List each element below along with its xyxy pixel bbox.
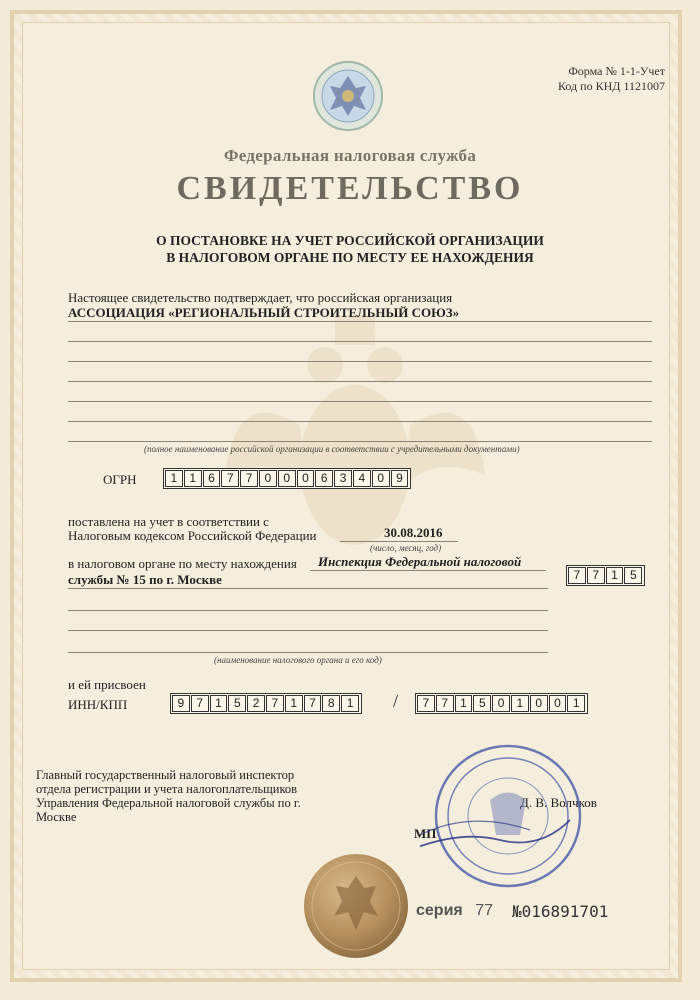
kpp-digit-cell: 1: [567, 695, 585, 712]
gold-seal-icon: [302, 852, 410, 960]
authority-caption: (наименование налогового органа и его код): [214, 655, 382, 665]
ogrn-digit-cell: 0: [278, 470, 296, 487]
registration-line-1: поставлена на учет в соответствии с: [68, 514, 269, 529]
stamp-place-label: МП: [414, 826, 437, 841]
authority-code-digit-cell: 7: [568, 567, 586, 584]
series-label: [416, 902, 493, 920]
ogrn-digit-cell: 4: [353, 470, 371, 487]
kpp-digit-cell: 1: [511, 695, 529, 712]
signatory-line-3: Управления Федеральной налоговой службы по г.: [36, 796, 301, 810]
blank-line: [68, 441, 652, 442]
kpp-digit-cell: 0: [549, 695, 567, 712]
blank-line: [68, 341, 652, 342]
ogrn-digit-cell: 0: [259, 470, 277, 487]
inn-digits: [170, 693, 362, 714]
ogrn-digit-cell: 1: [165, 470, 183, 487]
blank-line: [68, 401, 652, 402]
inn-digit-cell: 5: [228, 695, 246, 712]
inn-kpp-separator: /: [393, 691, 399, 711]
ogrn-label: ОГРН: [103, 472, 137, 487]
inspector-name: Д. В. Волчков: [520, 795, 597, 810]
ogrn-digit-cell: 6: [315, 470, 333, 487]
inn-digit-cell: 1: [210, 695, 228, 712]
inn-digit-cell: 7: [191, 695, 209, 712]
document-subtitle: [0, 232, 700, 266]
blank-line: [68, 361, 652, 362]
organization-caption: (полное наименование российской организации в соответствии с учредительными документами): [144, 444, 520, 454]
inn-digit-cell: 7: [266, 695, 284, 712]
signatory-line-1: Главный государственный налоговый инспектор: [36, 768, 295, 782]
blank-line: [68, 652, 548, 653]
kpp-digit-cell: 0: [492, 695, 510, 712]
authority-code: [566, 565, 645, 586]
registration-line-2: Налоговым кодексом Российской Федерации: [68, 528, 317, 543]
organization-underline: [68, 321, 652, 322]
kpp-digit-cell: 5: [473, 695, 491, 712]
subtitle-line-2: В НАЛОГОВОМ ОРГАНЕ ПО МЕСТУ ЕЕ НАХОЖДЕНИЯ: [166, 250, 534, 265]
form-number: Форма № 1-1-Учет: [568, 64, 665, 78]
authority-underline-2: [68, 588, 548, 589]
blank-line: [68, 381, 652, 382]
ogrn-digit-cell: 6: [203, 470, 221, 487]
inn-digit-cell: 2: [247, 695, 265, 712]
kpp-digit-cell: 7: [417, 695, 435, 712]
registration-date: 30.08.2016: [384, 525, 443, 540]
authority-code-digit-cell: 5: [624, 567, 642, 584]
inn-digit-cell: 9: [172, 695, 190, 712]
inn-kpp-label: ИНН/КПП: [68, 697, 128, 712]
official-stamp-icon: [420, 740, 590, 890]
kpp-digit-cell: 7: [436, 695, 454, 712]
blank-line: [68, 630, 548, 631]
ogrn-digit-cell: 0: [297, 470, 315, 487]
blank-line: [68, 421, 652, 422]
inn-digit-cell: 8: [322, 695, 340, 712]
ogrn-digit-cell: 7: [240, 470, 258, 487]
kpp-digit-cell: 1: [455, 695, 473, 712]
authority-underline-1: [310, 570, 546, 571]
subtitle-line-1: О ПОСТАНОВКЕ НА УЧЕТ РОССИЙСКОЙ ОРГАНИЗАЦИИ: [156, 233, 544, 248]
blank-line: [68, 610, 548, 611]
inn-digit-cell: 7: [304, 695, 322, 712]
ogrn-digit-cell: 3: [334, 470, 352, 487]
organization-intro: Настоящее свидетельство подтверждает, что российская организация: [68, 290, 453, 305]
series-word: серия: [416, 902, 463, 919]
agency-name: Федеральная налоговая служба: [223, 146, 477, 165]
form-number-block: [520, 64, 665, 94]
inn-digit-cell: 1: [285, 695, 303, 712]
authority-name-part-2: службы № 15 по г. Москве: [68, 572, 222, 587]
authority-code-digit-cell: 1: [606, 567, 624, 584]
hologram-emblem-icon: [310, 58, 386, 134]
date-caption: (число, месяц, год): [370, 543, 442, 553]
ogrn-digit-cell: 9: [391, 470, 409, 487]
ogrn-digit-cell: 7: [221, 470, 239, 487]
authority-intro: в налоговом органе по месту нахождения: [68, 556, 297, 571]
assigned-text: и ей присвоен: [68, 677, 146, 692]
ogrn-digits: [163, 468, 411, 489]
kpp-digits: [415, 693, 588, 714]
signatory-line-4: Москве: [36, 810, 77, 824]
document-title: СВИДЕТЕЛЬСТВО: [176, 170, 524, 207]
authority-code-digit-cell: 7: [587, 567, 605, 584]
inn-digit-cell: 1: [341, 695, 359, 712]
organization-name: АССОЦИАЦИЯ «РЕГИОНАЛЬНЫЙ СТРОИТЕЛЬНЫЙ СОЮЗ»: [68, 305, 460, 320]
series-number: №016891701: [512, 902, 609, 921]
authority-name-part-1: Инспекция Федеральной налоговой: [318, 554, 522, 569]
knd-code: Код по КНД 1121007: [558, 79, 665, 93]
signatory-line-2: отдела регистрации и учета налогоплательщиков: [36, 782, 298, 796]
kpp-digit-cell: 0: [530, 695, 548, 712]
ogrn-digit-cell: 1: [184, 470, 202, 487]
series-region: 77: [475, 902, 493, 919]
ogrn-digit-cell: 0: [372, 470, 390, 487]
date-underline: [340, 541, 458, 542]
signatory-title: [36, 768, 301, 824]
